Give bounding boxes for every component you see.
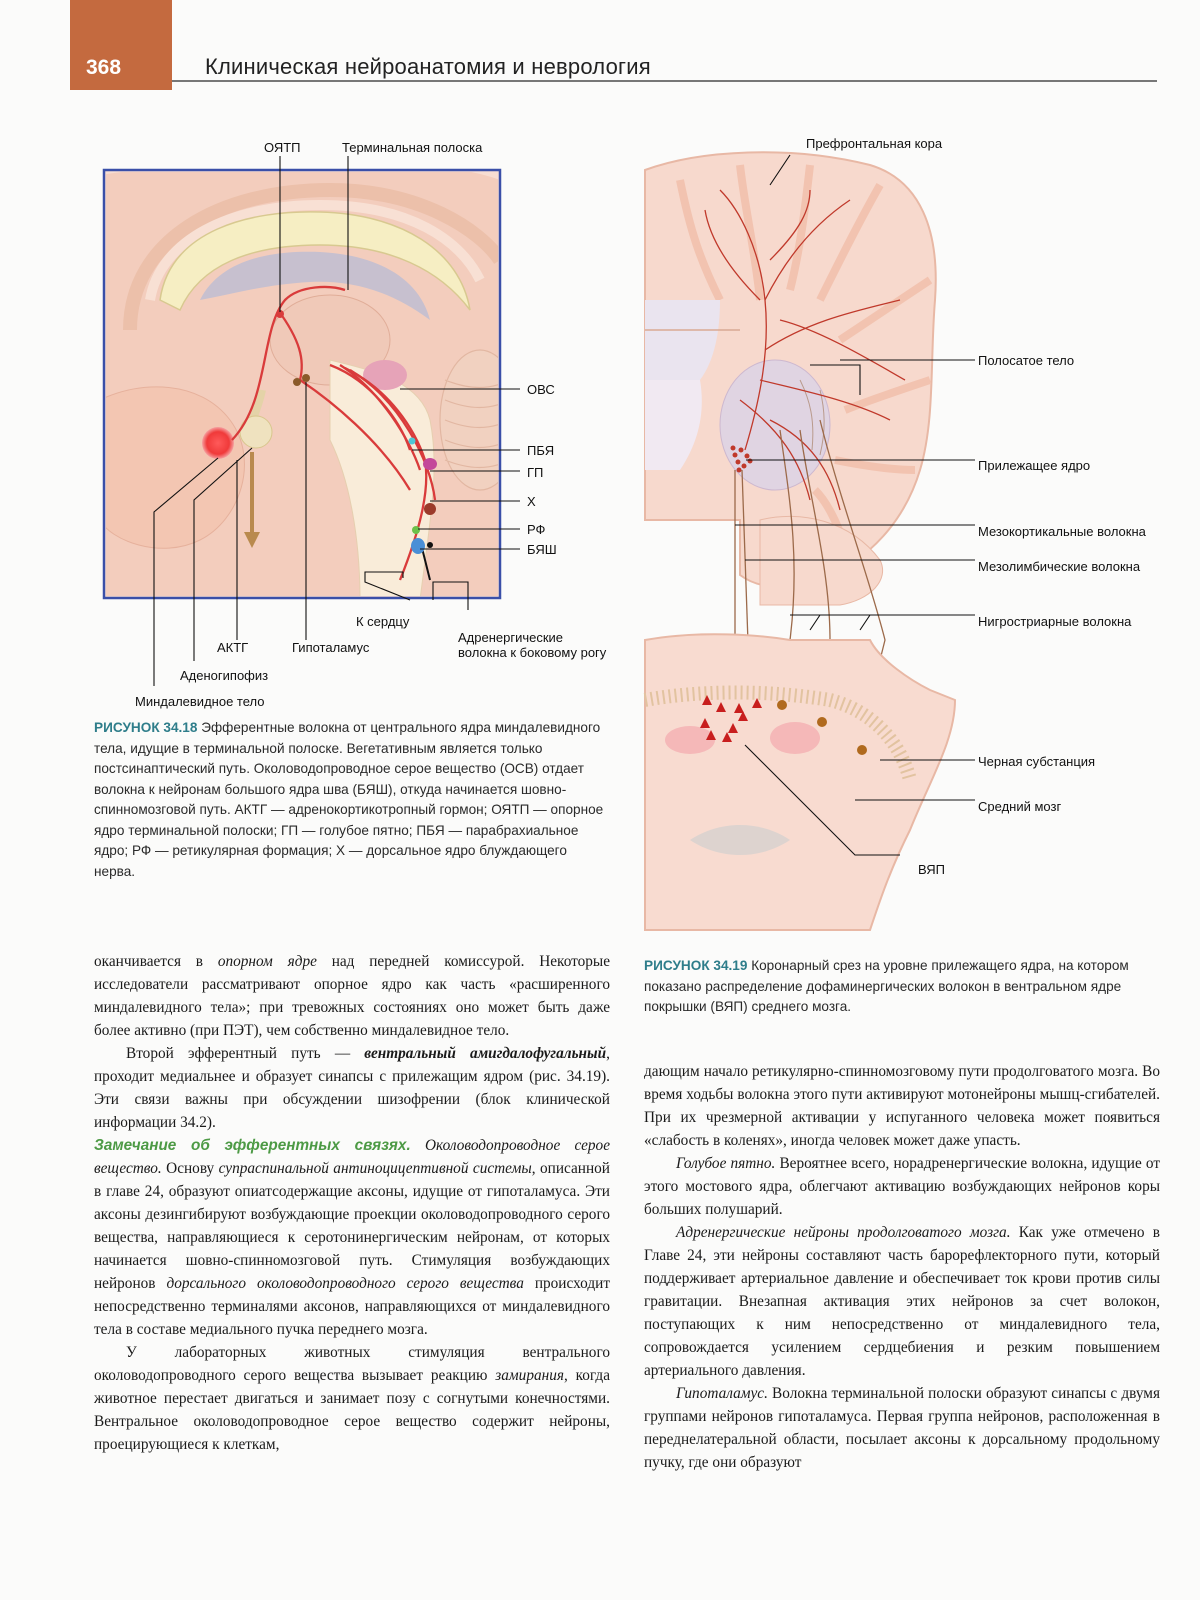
- label-mesolimbic-fibers: Мезолимбические волокна: [978, 559, 1141, 574]
- label-nigrostriatal-fibers: Нигростриарные волокна: [978, 614, 1132, 629]
- text-run: , проходит медиальнее и образует синапсы с прилежащим ядром (рис. 34.19). Эти связи важны при обсуждении шизофрении (блок клинической информации 34.2).: [94, 1045, 610, 1131]
- right-paragraph-2: [644, 1152, 1160, 1221]
- italic-term: супраспинальной антиноцицептивной системы: [218, 1160, 532, 1177]
- label-ovs: ОВС: [527, 382, 555, 397]
- label-hypothalamus: Гипоталамус: [292, 640, 370, 655]
- label-byash: БЯШ: [527, 542, 557, 557]
- figure-34-19-number: РИСУНОК 34.19: [644, 958, 748, 973]
- figure-34-19-caption-text: Коронарный срез на уровне прилежащего ядра, на котором показано распределение дофаминергических волокон в вентральном ядре покрышки (ВЯП) среднего мозга.: [644, 958, 1129, 1014]
- right-text-column: [644, 1060, 1160, 1474]
- label-rf: РФ: [527, 522, 546, 537]
- label-adrenergic-fibers: Адренергические волокна к боковому рогу: [458, 630, 607, 660]
- text-run: У лабораторных животных стимуляция вентрального околоводопроводного серого вещества вызывает реакцию: [94, 1344, 610, 1384]
- label-striatum: Полосатое тело: [978, 353, 1075, 368]
- label-x: Х: [527, 494, 536, 509]
- label-mesocortical-fibers: Мезокортикальные волокна: [978, 524, 1146, 539]
- left-paragraph-2: [94, 1042, 610, 1134]
- italic-term: опорном ядре: [217, 953, 317, 970]
- label-oyatp: ОЯТП: [264, 140, 301, 155]
- label-accumbens: Прилежащее ядро: [978, 458, 1091, 473]
- label-amygdala: Миндалевидное тело: [135, 694, 265, 709]
- right-paragraph-1: дающим начало ретикулярно-спинномозговому пути продолговатого мозга. Во время ходьбы волокна этого пути активируют мотонейроны мышц-сгибателей. При их чрезмерной активации у испуганного человека может появиться «слабость в коленях», иногда человек может даже упасть.: [644, 1063, 1160, 1149]
- left-paragraph-4: [94, 1341, 610, 1456]
- text-run: Основу: [161, 1160, 219, 1177]
- text-run: оканчивается в: [94, 953, 218, 970]
- left-text-column: [94, 950, 610, 1456]
- label-adenohypophysis: Аденогипофиз: [180, 668, 269, 683]
- label-pbya: ПБЯ: [527, 443, 555, 458]
- label-aktg: АКТГ: [217, 640, 249, 655]
- text-run: над передней комиссурой. Некоторые исследователи рассматривают опорное ядро как часть «расширенного миндалевидного тела»; при тревожных состояниях оно может быть даже более активно (при ПЭТ), чем собственно миндалевидное тело.: [94, 953, 610, 1039]
- figure-34-18-number: РИСУНОК 34.18: [94, 720, 198, 735]
- text-run: Волокна терминальной полоски образуют синапсы с двумя группами нейронов гипоталамуса. Первая группа нейронов, расположенная в переднелатеральной области, посылает аксоны к дорсальному продольному пучку, где они образуют: [644, 1385, 1160, 1471]
- label-to-heart: К сердцу: [356, 614, 410, 629]
- text-run: Как уже отмечено в Главе 24, эти нейроны составляют часть барорефлекторного пути, который поддерживает артериальное давление и обеспечивает ток крови против силы гравитации. Внезапная активация этих нейронов за счет волокон, поступающих к ним непосредственно от миндалевидного тела, сопровождается усилением сердцебиения и резким повышением артериального давления.: [644, 1224, 1161, 1379]
- label-terminal-strip: Терминальная полоска: [342, 140, 483, 155]
- text-run: Вероятнее всего, норадренергические волокна, идущие от этого мостового ядра, облегчают активацию возбуждающих нейронов коры больших полушарий.: [644, 1155, 1161, 1218]
- page-number: 368: [86, 56, 122, 79]
- left-paragraph-3: [94, 1134, 610, 1341]
- bold-italic-term: вентральный амигдалофугальный: [364, 1045, 607, 1062]
- text-run: , описанной в главе 24, образуют опиатсодержащие аксоны, идущие от гипоталамуса. Эти аксоны дезингибируют возбуждающие проекции околоводопроводного серого вещества, направляющиеся к серотонинергическим нейронам, от которых начинается шовно-спинномозговой путь. Стимуляция возбуждающих нейронов: [94, 1160, 610, 1292]
- italic-term: Голубое пятно.: [676, 1155, 776, 1172]
- label-prefrontal-cortex: Префронтальная кора: [806, 136, 943, 151]
- label-midbrain: Средний мозг: [978, 799, 1062, 814]
- label-substantia-nigra: Черная субстанция: [978, 754, 1096, 769]
- left-paragraph-1: [94, 950, 610, 1042]
- section-note-heading: Замечание об эфферентных связях.: [94, 1137, 411, 1154]
- label-vta: ВЯП: [918, 862, 945, 877]
- italic-term: Околоводопроводное серое вещество.: [94, 1137, 610, 1177]
- text-run: , когда животное перестает двигаться и занимает позу с согнутыми конечностями. Вентральное околоводопроводное серое вещество содержит нейроны, проецирующиеся к клеткам,: [94, 1367, 610, 1453]
- right-paragraph-3: [644, 1221, 1160, 1382]
- right-paragraph-4: [644, 1382, 1160, 1474]
- italic-term: Адренергические нейроны продолговатого мозга.: [676, 1224, 1011, 1241]
- running-title: Клиническая нейроанатомия и неврология: [205, 54, 651, 79]
- italic-term: Гипоталамус.: [676, 1385, 768, 1402]
- italic-term: дорсального околоводопроводного серого вещества: [166, 1275, 524, 1292]
- italic-term: замирания: [495, 1367, 564, 1384]
- label-gp: ГП: [527, 465, 544, 480]
- text-run: Второй эфферентный путь —: [126, 1045, 365, 1062]
- figure-34-18-caption-text: Эфферентные волокна от центрального ядра миндалевидного тела, идущие в терминальной полоске. Вегетативным является только постсинаптический путь. Околоводопроводное серое вещество (ОСВ) отдает волокна к нейронам большого ядра шва (БЯШ), откуда начинается шовно-спинномозговой путь. АКТГ — адренокортикотропный гормон; ОЯТП — опорное ядро терминальной полоски; ГП — голубое пятно; ПБЯ — парабрахиальное ядро; РФ — ретикулярная формация; Х — дорсальное ядро блуждающего нерва.: [94, 720, 604, 879]
- figure-34-19-caption: [644, 956, 1164, 1018]
- text-run: происходит непосредственно терминалями аксонов, направляющихся от миндалевидного тела в составе медиального пучка переднего мозга.: [94, 1275, 610, 1338]
